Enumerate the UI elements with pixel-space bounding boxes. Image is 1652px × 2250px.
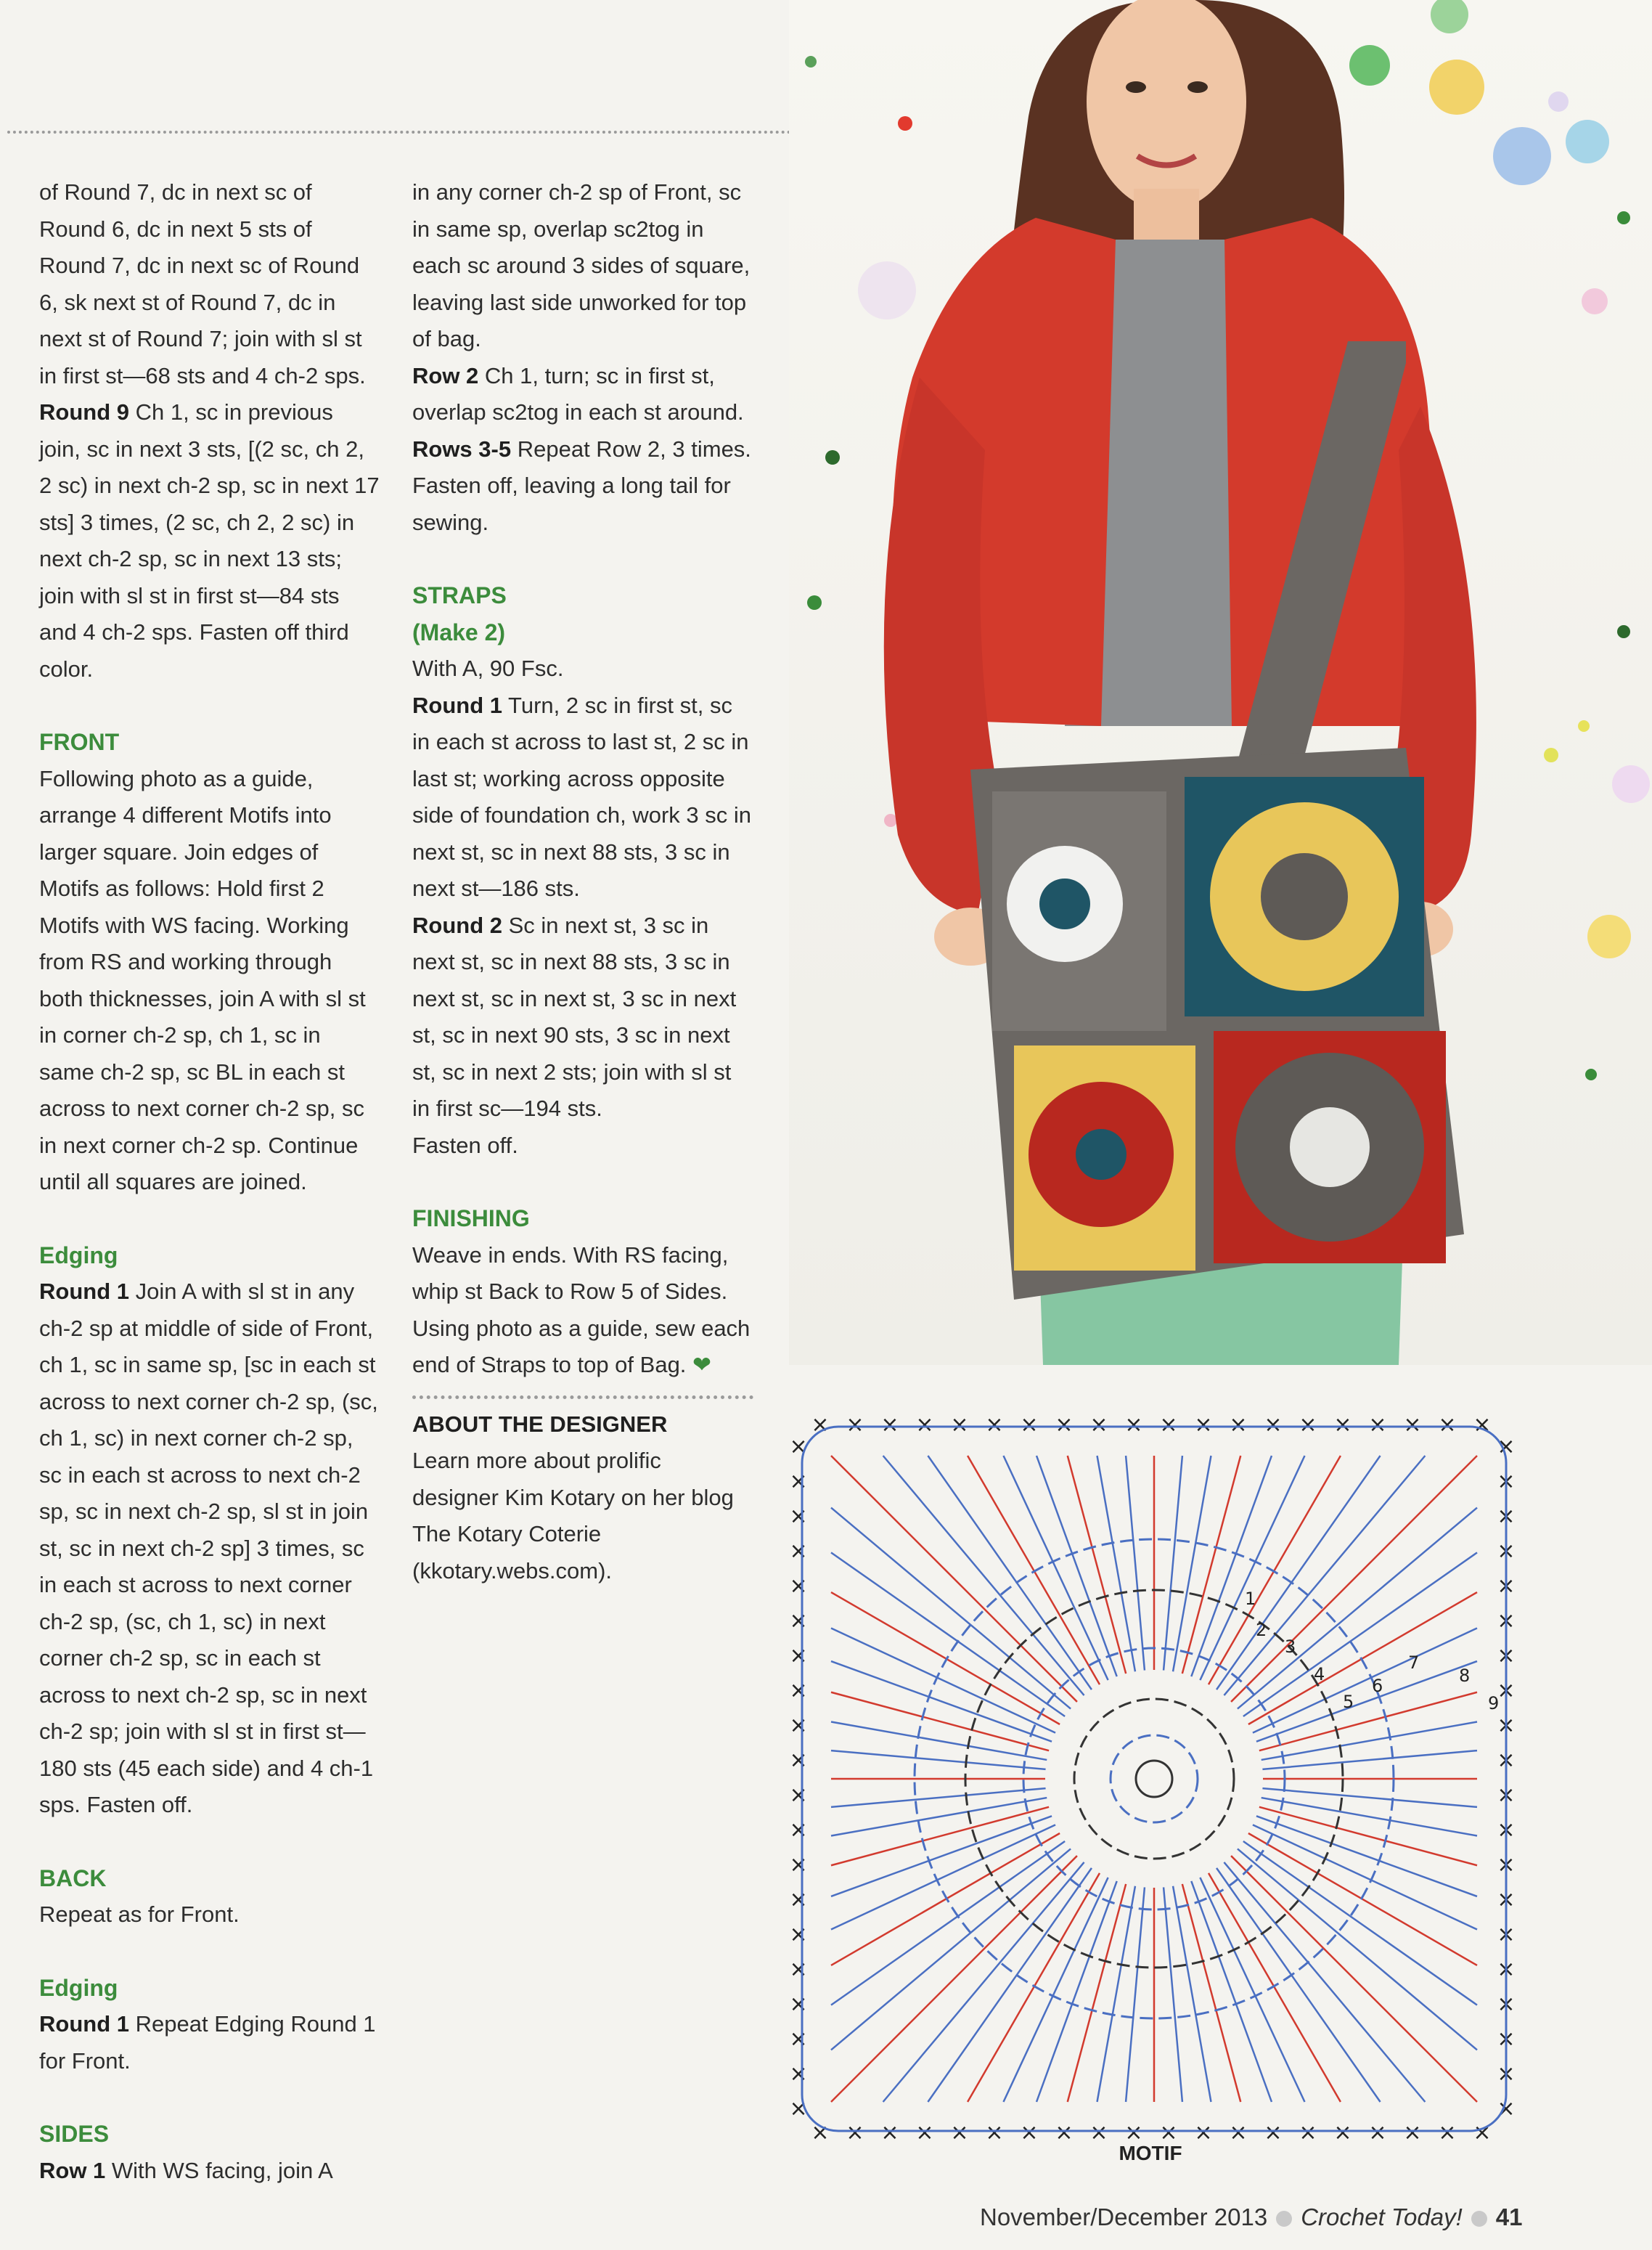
sc-stitch-symbol: × <box>789 1538 808 1564</box>
sc-stitch-symbol: × <box>1497 1504 1516 1529</box>
dc-stitch-symbol <box>1248 1833 1477 1965</box>
dc-stitch-symbol <box>1216 1456 1381 1689</box>
dc-stitch-symbol <box>1253 1825 1477 1929</box>
sc-stitch-symbol: × <box>1159 2120 1178 2145</box>
step-text: Repeat Row 2, 3 times. Fasten off, leaving a long tail for sewing. <box>412 436 751 535</box>
sc-stitch-symbol: × <box>789 1573 808 1599</box>
sc-stitch-symbol: × <box>1229 1412 1248 1438</box>
sc-stitch-symbol: × <box>1497 1713 1516 1738</box>
step-text: Ch 1, turn; sc in first st, overlap sc2tog in each st around. <box>412 362 744 425</box>
sc-stitch-symbol: × <box>789 1608 808 1634</box>
paragraph: With A, 90 Fsc. <box>412 656 564 681</box>
sc-stitch-symbol: × <box>1497 1469 1516 1494</box>
paragraph <box>412 908 753 1128</box>
sc-stitch-symbol: × <box>1055 1412 1074 1438</box>
dc-stitch-symbol <box>1200 1878 1304 2102</box>
text-column-left <box>39 174 380 2189</box>
sc-stitch-symbol: × <box>880 2120 899 2145</box>
round-number-label: 5 <box>1343 1692 1354 1712</box>
sc-stitch-symbol: × <box>1438 2120 1457 2145</box>
sc-stitch-symbol: × <box>1438 1412 1457 1438</box>
dc-stitch-symbol <box>1243 1841 1477 2005</box>
sc-stitch-symbol: × <box>789 1922 808 1947</box>
sc-stitch-symbol: × <box>846 2120 864 2145</box>
round-number-label: 7 <box>1408 1652 1420 1673</box>
section-heading-sides: SIDES <box>39 2121 110 2147</box>
sc-stitch-symbol: × <box>789 1748 808 1773</box>
sc-stitch-symbol: × <box>789 1992 808 2017</box>
motif-chart-svg <box>789 1412 1517 2145</box>
sc-stitch-symbol: × <box>1497 1957 1516 1982</box>
sc-stitch-symbol: × <box>1497 1573 1516 1599</box>
step-text: Repeat Edging Round 1 for Front. <box>39 2011 376 2074</box>
sc-stitch-symbol: × <box>1497 1992 1516 2017</box>
sc-stitch-symbol: × <box>985 2120 1004 2145</box>
sc-stitch-symbol: × <box>985 1412 1004 1438</box>
sc-stitch-symbol: × <box>1299 1412 1317 1438</box>
sc-stitch-symbol: × <box>789 1887 808 1912</box>
sc-stitch-symbol: × <box>789 1434 808 1459</box>
round-number-label: 4 <box>1314 1664 1325 1684</box>
section-subheading-make2: (Make 2) <box>412 619 506 645</box>
sc-stitch-symbol: × <box>1264 1412 1283 1438</box>
sc-stitch-symbol: × <box>1497 1748 1516 1773</box>
sc-stitch-symbol: × <box>1473 2120 1492 2145</box>
sc-stitch-symbol: × <box>1497 2096 1516 2121</box>
sc-stitch-symbol: × <box>950 2120 969 2145</box>
text-column-right <box>412 174 753 1589</box>
sc-stitch-symbol: × <box>1497 2061 1516 2087</box>
sc-stitch-symbol: × <box>1124 1412 1143 1438</box>
dotted-separator <box>412 1395 753 1399</box>
sc-stitch-symbol: × <box>789 2096 808 2121</box>
sc-stitch-symbol: × <box>1089 1412 1108 1438</box>
step-text: Join A with sl st in any ch-2 sp at middle of side of Front, ch 1, sc in same sp, [sc in each st across to next corner ch-2 sp, (sc, ch 1, sc) in next corner ch-2 sp, sc in each st across to next ch-2 sp, sc in next ch-2 sp, sl st in join st, sc in next ch-2 sp] 3 times, sc in each st across to next corner ch-2 sp, (sc, ch 1, sc) in next corner ch-2 sp, sc in each st across to next ch-2 sp, sc in next ch-2 sp; join with sl st in first st—180 sts (45 each side) and 4 ch-1 sps. Fasten off. <box>39 1279 378 1817</box>
top-dotted-rule <box>7 131 791 134</box>
sc-stitch-symbol: × <box>789 1817 808 1843</box>
sc-stitch-symbol: × <box>789 1957 808 1982</box>
sc-stitch-symbol: × <box>1497 1608 1516 1634</box>
round-number-label: 3 <box>1285 1636 1296 1657</box>
sc-stitch-symbol: × <box>1333 1412 1352 1438</box>
paragraph <box>412 431 753 542</box>
dc-stitch-symbol <box>968 1873 1100 2102</box>
sc-stitch-symbol: × <box>880 1412 899 1438</box>
sc-stitch-symbol: × <box>811 2120 830 2145</box>
sc-stitch-symbol: × <box>915 1412 934 1438</box>
sc-stitch-symbol: × <box>789 1504 808 1529</box>
step-label: Round 2 <box>412 912 502 938</box>
sc-stitch-symbol: × <box>1299 2120 1317 2145</box>
sc-stitch-symbol: × <box>1089 2120 1108 2145</box>
heart-icon: ❤ <box>692 1352 712 1377</box>
step-text: Sc in next st, 3 sc in next st, sc in next 88 sts, 3 sc in next st, sc in next st, 3 sc in next st, sc in next 90 sts, 3 sc in next st, sc in next 2 sts; join with sl st in first sc—194 sts. <box>412 912 737 1121</box>
round-outline <box>1111 1735 1198 1822</box>
paragraph <box>412 1237 753 1384</box>
step-label: Round 1 <box>39 2011 129 2037</box>
sc-stitch-symbol: × <box>789 1713 808 1738</box>
sc-stitch-symbol: × <box>789 1782 808 1808</box>
step-text: Turn, 2 sc in first st, sc in each st across to last st, 2 sc in last st; working across opposite side of foundation ch, work 3 sc in next st, sc in next 88 sts, 3 sc in next st—186 sts. <box>412 692 751 901</box>
paragraph <box>39 1273 380 1824</box>
bullet-icon <box>1471 2211 1487 2227</box>
sc-stitch-symbol: × <box>1159 1412 1178 1438</box>
sc-stitch-symbol: × <box>915 2120 934 2145</box>
sc-stitch-symbol: × <box>1264 2120 1283 2145</box>
paragraph: in any corner ch-2 sp of Front, sc in same sp, overlap sc2tog in each sc around 3 sides of square, leaving last side unworked for top of bag. <box>412 179 751 351</box>
sc-stitch-symbol: × <box>789 2061 808 2087</box>
round-number-label: 8 <box>1459 1666 1471 1686</box>
sc-stitch-symbol: × <box>789 1678 808 1703</box>
round-number-label: 6 <box>1372 1676 1383 1696</box>
paragraph: Learn more about prolific designer Kim Kotary on her blog The Kotary Coterie (kkotary.webs.com). <box>412 1448 734 1583</box>
sc-stitch-symbol: × <box>1403 2120 1422 2145</box>
sc-stitch-symbol: × <box>1368 1412 1387 1438</box>
sc-stitch-symbol: × <box>789 2026 808 2052</box>
step-label: Row 2 <box>412 362 479 388</box>
sc-stitch-symbol: × <box>811 1412 830 1438</box>
sc-stitch-symbol: × <box>1403 1412 1422 1438</box>
dc-stitch-symbol <box>928 1456 1092 1689</box>
sc-stitch-symbol: × <box>1368 2120 1387 2145</box>
step-label: Round 9 <box>39 399 129 425</box>
section-heading-edging: Edging <box>39 1974 118 2001</box>
section-heading-back: BACK <box>39 1864 107 1891</box>
finishing-text: Weave in ends. With RS facing, whip st Back to Row 5 of Sides. Using photo as a guide, sew each end of Straps to top of Bag. <box>412 1242 751 1377</box>
dc-stitch-symbol <box>831 1841 1065 2005</box>
magazine-name: Crochet Today! <box>1301 2204 1463 2230</box>
section-heading-finishing: FINISHING <box>412 1205 530 1231</box>
sc-stitch-symbol: × <box>1473 1412 1492 1438</box>
sc-stitch-symbol: × <box>1194 1412 1213 1438</box>
page-number: 41 <box>1495 2204 1523 2230</box>
dc-stitch-symbol <box>1216 1868 1381 2102</box>
motif-chart-label: MOTIF <box>1119 2142 1182 2164</box>
sc-stitch-symbol: × <box>1333 2120 1352 2145</box>
paragraph <box>39 394 380 688</box>
sc-stitch-symbol: × <box>846 1412 864 1438</box>
model-photo-illustration <box>789 0 1652 1365</box>
sc-stitch-symbol: × <box>1020 1412 1039 1438</box>
round-number-label: 1 <box>1245 1589 1256 1609</box>
paragraph: Fasten off. <box>412 1132 518 1158</box>
sc-stitch-symbol: × <box>1497 1434 1516 1459</box>
sc-stitch-symbol: × <box>1497 1922 1516 1947</box>
issue-date: November/December 2013 <box>980 2204 1268 2230</box>
sc-stitch-symbol: × <box>1497 1782 1516 1808</box>
paragraph <box>39 2153 380 2190</box>
paragraph: of Round 7, dc in next sc of Round 6, dc in next 5 sts of Round 7, dc in next sc of Round 6, sk next st of Round 7, dc in next st of Round 7; join with sl st in first st—68 sts and 4 ch-2 sps. <box>39 179 366 388</box>
section-heading-straps: STRAPS <box>412 582 507 608</box>
section-heading-front: FRONT <box>39 729 120 755</box>
step-label: Round 1 <box>412 692 502 718</box>
round-number-label: 2 <box>1256 1620 1267 1640</box>
sc-stitch-symbol: × <box>1055 2120 1074 2145</box>
round-number-label: 9 <box>1488 1693 1500 1713</box>
sc-stitch-symbol: × <box>1194 2120 1213 2145</box>
step-text: With WS facing, join A <box>105 2157 333 2183</box>
dc-stitch-symbol <box>1243 1552 1477 1716</box>
sc-stitch-symbol: × <box>1497 1678 1516 1703</box>
sc-stitch-symbol: × <box>1497 2026 1516 2052</box>
dc-stitch-symbol <box>831 1592 1060 1724</box>
sc-stitch-symbol: × <box>1020 2120 1039 2145</box>
sc-stitch-symbol: × <box>1497 1817 1516 1843</box>
dc-stitch-symbol <box>968 1456 1100 1684</box>
paragraph: Following photo as a guide, arrange 4 different Motifs into larger square. Join edges of Motifs as follows: Hold first 2 Motifs with WS facing. Working from RS and working through both thicknesses, join A with sl st in corner ch-2 sp, ch 1, sc in same ch-2 sp, sc BL in each st across to next corner ch-2 sp, sc in next corner ch-2 sp. Continue until all squares are joined. <box>39 765 366 1194</box>
sc-stitch-symbol: × <box>789 1643 808 1668</box>
center-ring <box>1136 1761 1172 1797</box>
dc-stitch-symbol <box>1209 1873 1341 2102</box>
designer-heading: ABOUT THE DESIGNER <box>412 1411 668 1437</box>
dc-stitch-symbol <box>1209 1456 1341 1684</box>
dc-stitch-symbol <box>1248 1592 1477 1724</box>
step-label: Round 1 <box>39 1279 129 1304</box>
model-photo <box>789 0 1652 1365</box>
step-label: Row 1 <box>39 2157 106 2183</box>
paragraph <box>39 2006 380 2079</box>
paragraph: Repeat as for Front. <box>39 1902 240 1927</box>
sc-stitch-symbol: × <box>1229 2120 1248 2145</box>
page-footer <box>980 2204 1523 2231</box>
dc-stitch-symbol <box>831 1833 1060 1965</box>
motif-crochet-chart <box>789 1412 1517 2145</box>
step-label: Rows 3-5 <box>412 436 512 462</box>
sc-stitch-symbol: × <box>1497 1852 1516 1878</box>
sc-stitch-symbol: × <box>1124 2120 1143 2145</box>
sc-stitch-symbol: × <box>789 1469 808 1494</box>
sc-stitch-symbol: × <box>1497 1887 1516 1912</box>
sc-stitch-symbol: × <box>1497 1643 1516 1668</box>
sc-stitch-symbol: × <box>789 1852 808 1878</box>
sc-stitch-symbol: × <box>950 1412 969 1438</box>
bullet-icon <box>1276 2211 1292 2227</box>
sc-stitch-symbol: × <box>1497 1538 1516 1564</box>
round-outline <box>1074 1699 1234 1859</box>
paragraph <box>412 688 753 908</box>
step-text: Ch 1, sc in previous join, sc in next 3 sts, [(2 sc, ch 2, 2 sc) in next ch-2 sp, sc in next 17 sts] 3 times, (2 sc, ch 2, 2 sc) in next ch-2 sp, sc in next 13 sts; join with sl st in first st—84 sts and 4 ch-2 sps. Fasten off third color. <box>39 399 380 682</box>
dc-stitch-symbol <box>928 1868 1092 2102</box>
dc-stitch-symbol <box>831 1552 1065 1716</box>
section-heading-edging: Edging <box>39 1242 118 1268</box>
paragraph <box>412 358 753 431</box>
